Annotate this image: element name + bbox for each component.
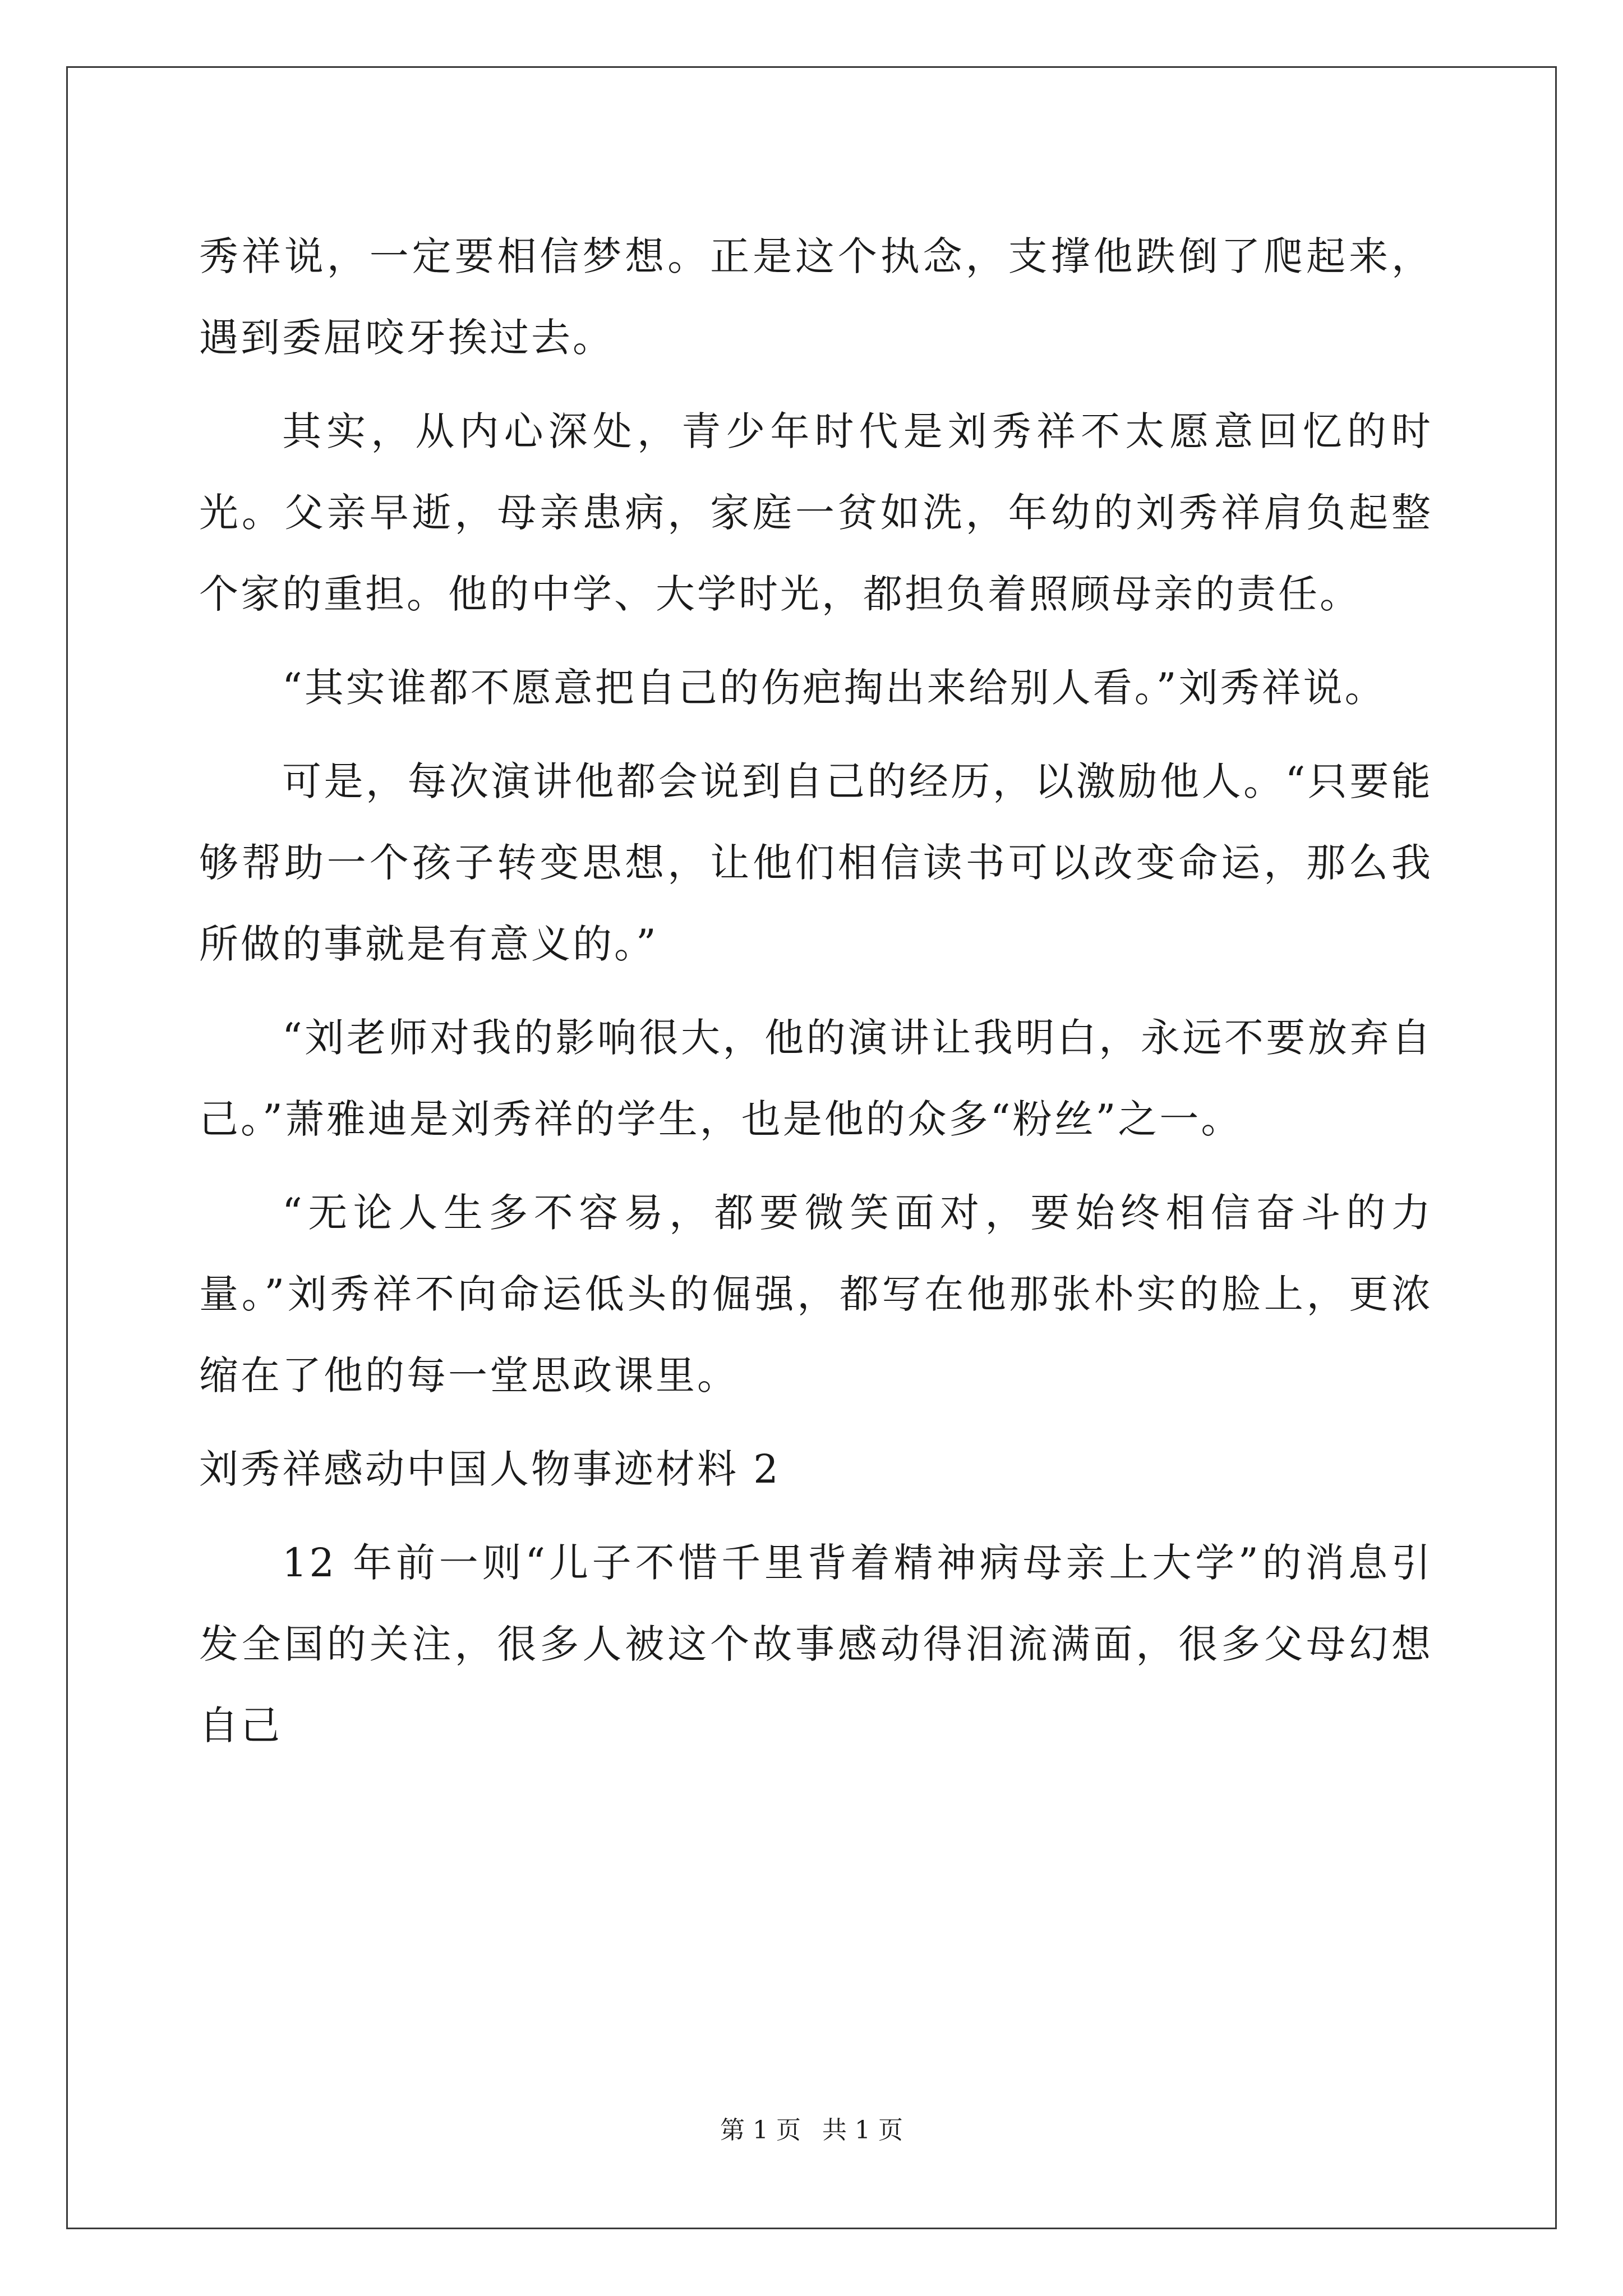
page-footer bbox=[0, 2114, 1623, 2147]
paragraph-5: “刘老师对我的影响很大，他的演讲让我明白，永远不要放弃自己。”萧雅迪是刘秀祥的学生，也是他的众多“粉丝”之一。 bbox=[199, 1015, 1433, 1142]
document-body bbox=[199, 216, 1433, 1766]
page-total: 共 1 页 bbox=[822, 2116, 903, 2145]
paragraph-3: “其实谁都不愿意把自己的伤疤掏出来给别人看。”刘秀祥说。 bbox=[282, 665, 1386, 711]
section-heading: 刘秀祥感动中国人物事迹材料 2 bbox=[199, 1446, 781, 1492]
paragraph-7: 12 年前一则“儿子不惜千里背着精神病母亲上大学”的消息引发全国的关注，很多人被这个故事感动得泪流满面，很多父母幻想自己 bbox=[199, 1540, 1433, 1749]
page-number: 第 1 页 bbox=[720, 2116, 801, 2145]
paragraph-1: 秀祥说，一定要相信梦想。正是这个执念，支撑他跌倒了爬起来，遇到委屈咬牙挨过去。 bbox=[199, 233, 1433, 361]
paragraph-2: 其实，从内心深处，青少年时代是刘秀祥不太愿意回忆的时光。父亲早逝，母亲患病，家庭一贫如洗，年幼的刘秀祥肩负起整个家的重担。他的中学、大学时光，都担负着照顾母亲的责任。 bbox=[199, 408, 1433, 617]
paragraph-6: “无论人生多不容易，都要微笑面对，要始终相信奋斗的力量。”刘秀祥不向命运低头的倔强，都写在他那张朴实的脸上，更浓缩在了他的每一堂思政课里。 bbox=[199, 1190, 1433, 1398]
paragraph-4: 可是，每次演讲他都会说到自己的经历，以激励他人。“只要能够帮助一个孩子转变思想，让他们相信读书可以改变命运，那么我所做的事就是有意义的。” bbox=[199, 758, 1433, 967]
